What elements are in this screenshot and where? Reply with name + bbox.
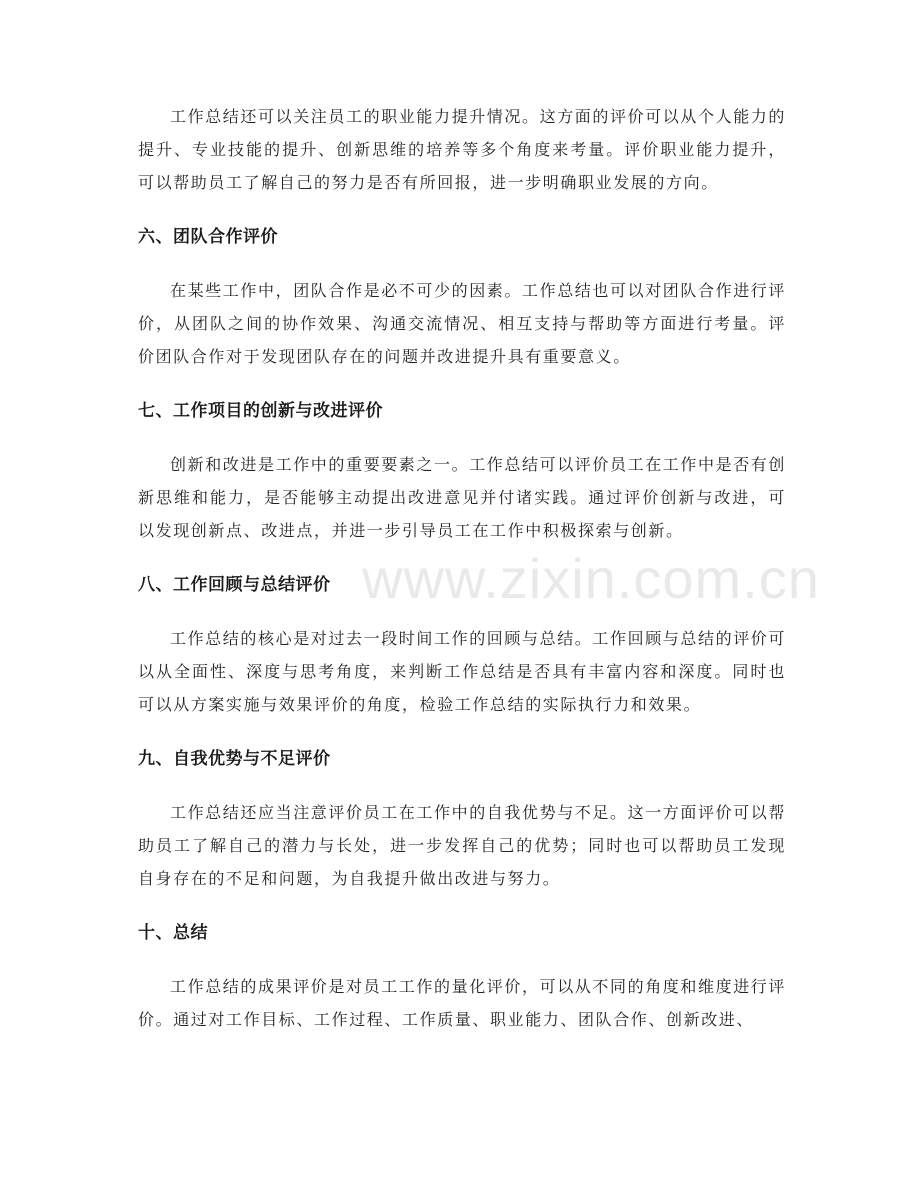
paragraph-innovation: 创新和改进是工作中的重要要素之一。工作总结可以评价员工在工作中是否有创新思维和能力，是否能够主动提出改进意见并付诸实践。通过评价创新与改进，可以发现创新点、改进点，并进一步引导员工在工作中积极探索与创新。 bbox=[138, 455, 787, 540]
paragraph-review: 工作总结的核心是对过去一段时间工作的回顾与总结。工作回顾与总结的评价可以从全面性、深度与思考角度，来判断工作总结是否具有丰富内容和深度。同时也可以从方案实施与效果评价的角度，检验工作总结的实际执行力和效果。 bbox=[138, 629, 787, 714]
paragraph-summary: 工作总结的成果评价是对员工工作的量化评价，可以从不同的角度和维度进行评价。通过对工作目标、工作过程、工作质量、职业能力、团队合作、创新改进、 bbox=[138, 977, 787, 1029]
heading-innovation: 七、工作项目的创新与改进评价 bbox=[138, 401, 383, 421]
heading-summary: 十、总结 bbox=[138, 923, 208, 943]
heading-review: 八、工作回顾与总结评价 bbox=[138, 575, 331, 595]
heading-teamwork: 六、团队合作评价 bbox=[138, 227, 278, 247]
heading-strengths: 九、自我优势与不足评价 bbox=[138, 749, 331, 769]
document-body bbox=[138, 100, 786, 1036]
paragraph-teamwork: 在某些工作中，团队合作是必不可少的因素。工作总结也可以对团队合作进行评价，从团队之间的协作效果、沟通交流情况、相互支持与帮助等方面进行考量。评价团队合作对于发现团队存在的问题并改进提升具有重要意义。 bbox=[138, 281, 787, 366]
paragraph-strengths: 工作总结还应当注意评价员工在工作中的自我优势与不足。这一方面评价可以帮助员工了解自己的潜力与长处，进一步发挥自己的优势；同时也可以帮助员工发现自身存在的不足和问题，为自我提升做出改进与努力。 bbox=[138, 803, 787, 888]
paragraph-career-ability: 工作总结还可以关注员工的职业能力提升情况。这方面的评价可以从个人能力的提升、专业技能的提升、创新思维的培养等多个角度来考量。评价职业能力提升，可以帮助员工了解自己的努力是否有所回报，进一步明确职业发展的方向。 bbox=[138, 107, 787, 192]
watermark-text: www.zixin.com.cn bbox=[362, 547, 820, 610]
